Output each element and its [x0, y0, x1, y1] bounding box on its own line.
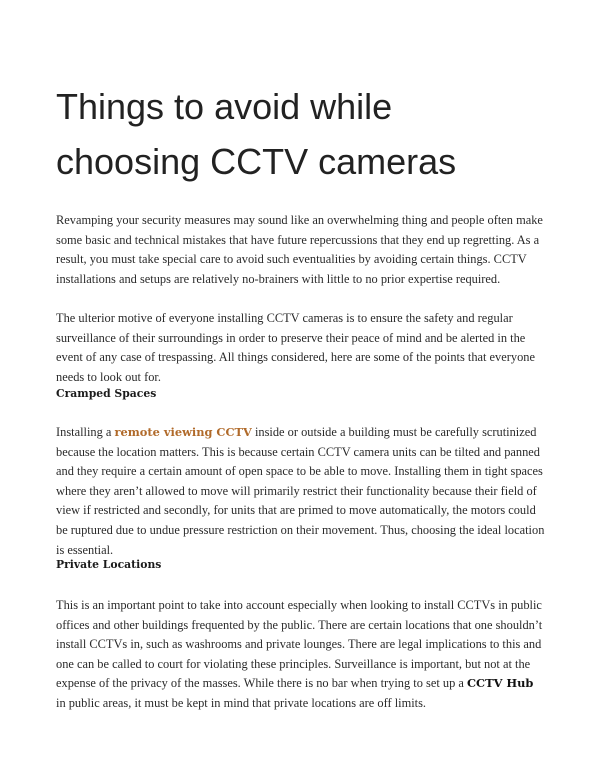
- paragraph-text: This is an important point to take into account especially when looking to install CCTVs in public offices and other buildings frequented by the public. There are certain locations that one shouldn’t install CCTVs in, such as washrooms and private lounges. There are legal implications to this and one can be called to court for violating these principles. Surveillance is important, but not at the expense of the privacy of the masses. While there is no bar when trying to set up a: [56, 598, 543, 691]
- intro-paragraph-2: The ulterior motive of everyone installing CCTV cameras is to ensure the safety and regular surveillance of their surroundings in order to preserve their peace of mind and be alerted in the event of any case of trespassing. All things considered, here are some of the points that everyone needs to look out for.: [56, 311, 535, 384]
- remote-viewing-cctv-link[interactable]: remote viewing CCTV: [114, 425, 252, 439]
- paragraph-text: inside or outside a building must be carefully scrutinized because the location matters. This is because certain CCTV camera units can be tilted and panned and they require a certain amount of open space to be able to move. Installing them in tight spaces where they aren’t allowed to move will primarily restrict their functionality because their field of view if restricted and secondly, for units that are primed to move automatically, the motors could be ruptured due to undue pressure restriction on their movement. Thus, choosing the ideal location is essential.: [56, 425, 545, 557]
- intro-paragraph-1: Revamping your security measures may sound like an overwhelming thing and people often make some basic and technical mistakes that have future repercussions that they end up regretting. As a result, you must take special care to avoid such eventualities by avoiding certain things. CCTV installations and setups are relatively no-brainers with little to no prior expertise required.: [56, 213, 543, 286]
- paragraph-text: in public areas, it must be kept in mind that private locations are off limits.: [56, 695, 427, 710]
- page-title: Things to avoid while choosing CCTV cameras: [56, 86, 457, 182]
- paragraph-text: Installing a: [56, 425, 115, 439]
- section-paragraph-private-locations: [56, 596, 546, 714]
- section-paragraph-cramped-spaces: [56, 423, 546, 560]
- section-heading-private-locations: Private Locations: [56, 558, 162, 571]
- cctv-hub-emphasis: CCTV Hub: [466, 676, 534, 691]
- section-heading-cramped-spaces: Cramped Spaces: [56, 387, 157, 400]
